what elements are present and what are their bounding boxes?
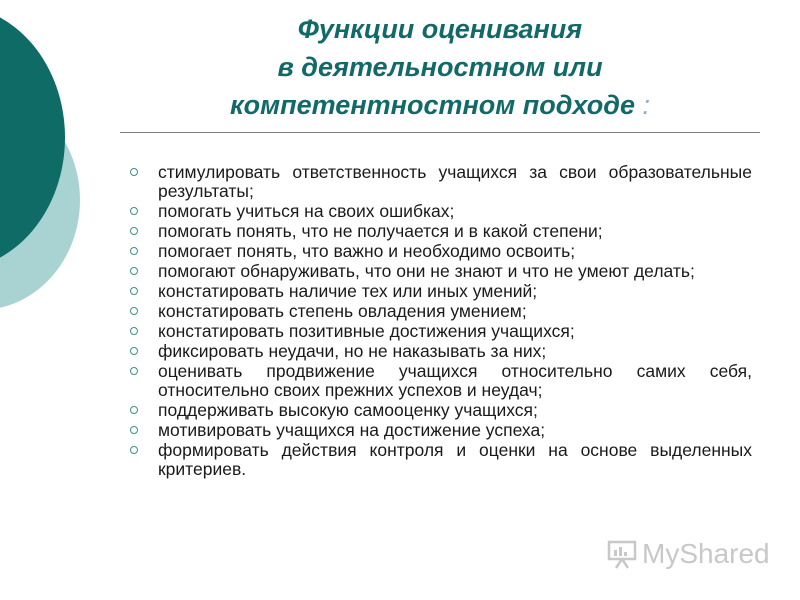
hollow-circle-bullet-icon [130, 227, 138, 235]
list-item [130, 242, 752, 261]
slide-title [120, 10, 760, 124]
hollow-circle-bullet-icon [130, 446, 138, 454]
hollow-circle-bullet-icon [130, 267, 138, 275]
title-line-2: в деятельностном или [277, 52, 603, 82]
list-item [130, 282, 752, 301]
presentation-board-icon [606, 539, 638, 569]
hollow-circle-bullet-icon [130, 168, 138, 176]
list-item [130, 441, 752, 479]
functions-list [130, 163, 752, 480]
list-item [130, 401, 752, 420]
watermark-text: MyShared [642, 538, 770, 569]
list-item-text: констатировать степень овладения умением; [158, 301, 527, 321]
list-item-text: мотивировать учащихся на достижение успеха; [158, 420, 546, 440]
hollow-circle-bullet-icon [130, 247, 138, 255]
hollow-circle-bullet-icon [130, 406, 138, 414]
list-item-text: помогает понять, что важно и необходимо освоить; [158, 241, 576, 261]
myshared-watermark [606, 536, 770, 572]
title-line-1: Функции оценивания [297, 14, 583, 44]
hollow-circle-bullet-icon [130, 327, 138, 335]
list-item-text: помогать понять, что не получается и в какой степени; [158, 221, 603, 241]
title-divider [120, 132, 760, 133]
list-item-text: стимулировать ответственность учащихся за свои образовательные результаты; [158, 162, 752, 201]
hollow-circle-bullet-icon [130, 207, 138, 215]
list-item [130, 302, 752, 321]
list-item-text: помогать учиться на своих ошибках; [158, 201, 455, 221]
hollow-circle-bullet-icon [130, 287, 138, 295]
list-item-text: поддерживать высокую самооценку учащихся; [158, 400, 538, 420]
list-item-text: формировать действия контроля и оценки на основе выделенных критериев. [158, 440, 752, 479]
title-line-3-text: компетентностном подходе [230, 90, 635, 120]
title-colon: : [634, 90, 650, 120]
list-item-text: констатировать позитивные достижения учащихся; [158, 321, 575, 341]
list-item [130, 222, 752, 241]
title-line-3 [120, 86, 760, 124]
list-item-text: констатировать наличие тех или иных умений; [158, 281, 538, 301]
hollow-circle-bullet-icon [130, 307, 138, 315]
list-item-text: помогают обнаруживать, что они не знают и что не умеют делать; [158, 261, 695, 281]
list-item [130, 163, 752, 201]
list-item [130, 262, 752, 281]
list-item [130, 362, 752, 400]
hollow-circle-bullet-icon [130, 367, 138, 375]
hollow-circle-bullet-icon [130, 347, 138, 355]
list-item-text: оценивать продвижение учащихся относительно самих себя, относительно своих прежних успехов и неудач; [158, 361, 752, 400]
list-item-text: фиксировать неудачи, но не наказывать за них; [158, 341, 547, 361]
hollow-circle-bullet-icon [130, 426, 138, 434]
list-item [130, 322, 752, 341]
list-item [130, 421, 752, 440]
list-item [130, 202, 752, 221]
list-item [130, 342, 752, 361]
